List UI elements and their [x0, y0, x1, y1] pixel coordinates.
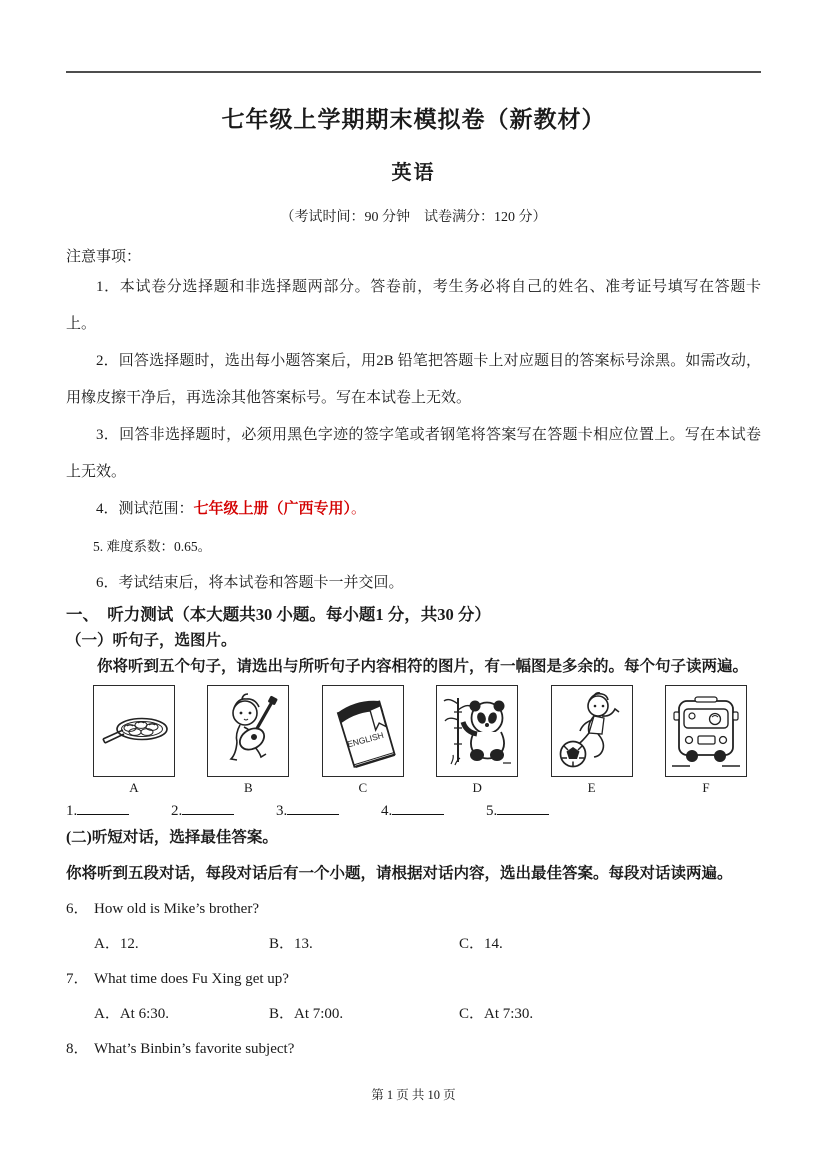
- section-1-heading: 一、 听力测试（本大题共30 小题。每小题1 分，共30 分）: [66, 605, 491, 624]
- blank-2-number: 2.: [171, 803, 183, 819]
- notice-item-4-period: 。: [351, 501, 367, 517]
- option-label: B．: [269, 1006, 295, 1022]
- blank-3-line: [287, 800, 339, 815]
- picture-option-d: [435, 685, 519, 796]
- answer-blank-1: [66, 800, 129, 822]
- part-1-heading: （一）听句子，选图片。: [66, 632, 237, 649]
- blank-2-line: [182, 800, 234, 815]
- english-book-icon: [325, 688, 401, 774]
- option-label: A．: [94, 1006, 120, 1022]
- picture-d-label: D: [472, 780, 482, 795]
- notice-item-4: [66, 491, 761, 528]
- picture-f-frame: [665, 685, 747, 777]
- blank-5-line: [497, 800, 549, 815]
- picture-e-label: E: [587, 780, 596, 795]
- option-text: At 6:30.: [119, 1006, 170, 1022]
- notice-label: 注意事项：: [66, 249, 142, 265]
- question-7: [66, 962, 761, 997]
- question-6-option-c: [459, 927, 503, 962]
- blank-4-number: 4.: [381, 803, 393, 819]
- answer-blank-5: [486, 800, 549, 822]
- picture-a-label: A: [129, 780, 139, 795]
- part-1-instructions: 你将听到五个句子，请选出与所听句子内容相符的图片，有一幅图是多余的。每个句子读两遍。: [97, 658, 749, 675]
- picture-f-label: F: [702, 780, 710, 795]
- notice-item-5: 5. 难度系数：0.65。: [93, 539, 212, 554]
- answer-blank-2: [171, 800, 234, 822]
- picture-c-label: C: [358, 780, 368, 795]
- question-7-number: 7．: [66, 971, 89, 987]
- option-text: At 7:30.: [484, 1006, 534, 1022]
- option-text: At 7:00.: [294, 1006, 344, 1022]
- subject-title: 英语: [391, 162, 436, 184]
- picture-c-frame: [322, 685, 404, 777]
- boy-guitar-icon: [210, 688, 286, 774]
- question-7-options: [66, 997, 761, 1032]
- option-label: A．: [94, 936, 120, 952]
- picture-e-frame: [551, 685, 633, 777]
- boy-soccer-icon: [554, 688, 630, 774]
- option-label: B．: [269, 936, 295, 952]
- blank-3-number: 3.: [276, 803, 288, 819]
- option-text: 13.: [294, 936, 313, 952]
- answer-blank-3: [276, 800, 339, 822]
- picture-b-label: B: [244, 780, 253, 795]
- notice-item-6: 6．考试结束后，将本试卷和答题卡一并交回。: [96, 575, 404, 591]
- header-rule: [66, 71, 761, 73]
- notice-item-4-prefix: 4．测试范围：: [96, 501, 194, 517]
- exam-info-line: （考试时间：90 分钟 试卷满分：120 分）: [280, 210, 547, 225]
- picture-options-row: [92, 685, 748, 796]
- picture-option-a: [92, 685, 176, 796]
- blank-5-number: 5.: [486, 803, 498, 819]
- picture-a-frame: [93, 685, 175, 777]
- picture-option-f: [664, 685, 748, 796]
- part-2-heading: (二)听短对话，选择最佳答案。: [66, 829, 278, 846]
- question-6-text: How old is Mike’s brother?: [94, 901, 259, 917]
- option-text: 12.: [119, 936, 139, 952]
- page-footer: 第 1 页 共 10 页: [371, 1088, 456, 1102]
- picture-option-e: [550, 685, 634, 796]
- question-7-option-a: [94, 997, 269, 1032]
- book-title-text: ENGLISH: [345, 729, 385, 750]
- option-label: C．: [459, 1006, 485, 1022]
- picture-option-b: [206, 685, 290, 796]
- option-label: C．: [459, 936, 485, 952]
- question-8-text: What’s Binbin’s favorite subject?: [94, 1041, 295, 1057]
- picture-b-frame: [207, 685, 289, 777]
- blank-4-line: [392, 800, 444, 815]
- picture-d-frame: [436, 685, 518, 777]
- question-6-options: [66, 927, 761, 962]
- notice-item-3: 3．回答非选择题时，必须用黑色字迹的签字笔或者钢笔将答案写在答题卡相应位置上。写在本试卷上无效。: [66, 427, 761, 480]
- part-2-instructions: 你将听到五段对话，每段对话后有一个小题，请根据对话内容，选出最佳答案。每段对话读两遍。: [66, 865, 733, 882]
- panda-bamboo-icon: [439, 688, 515, 774]
- bus-icon: [668, 688, 744, 774]
- answer-blank-4: [381, 800, 444, 822]
- notice-item-4-scope: 七年级上册（广西专用）: [193, 501, 352, 517]
- question-6-option-b: [269, 927, 459, 962]
- question-8: [66, 1032, 761, 1067]
- question-6-number: 6．: [66, 901, 89, 917]
- dumpling-pan-icon: [96, 688, 172, 774]
- blank-1-line: [77, 800, 129, 815]
- notice-item-1: 1．本试卷分选择题和非选择题两部分。答卷前，考生务必将自己的姓名、准考证号填写在答题卡上。: [66, 279, 761, 332]
- question-6: [66, 892, 761, 927]
- picture-option-c: [321, 685, 405, 796]
- question-6-option-a: [94, 927, 269, 962]
- question-7-option-c: [459, 997, 533, 1032]
- blank-1-number: 1.: [66, 803, 78, 819]
- page-title: 七年级上学期期末模拟卷（新教材）: [221, 107, 606, 132]
- notice-list: [66, 269, 761, 602]
- answer-blanks-row: [66, 800, 761, 822]
- option-text: 14.: [484, 936, 503, 952]
- question-7-option-b: [269, 997, 459, 1032]
- notice-item-2: 2．回答选择题时，选出每小题答案后，用2B 铅笔把答题卡上对应题目的答案标号涂黑。如需改动，用橡皮擦干净后，再选涂其他答案标号。写在本试卷上无效。: [66, 353, 761, 406]
- question-8-number: 8．: [66, 1041, 89, 1057]
- question-7-text: What time does Fu Xing get up?: [94, 971, 289, 987]
